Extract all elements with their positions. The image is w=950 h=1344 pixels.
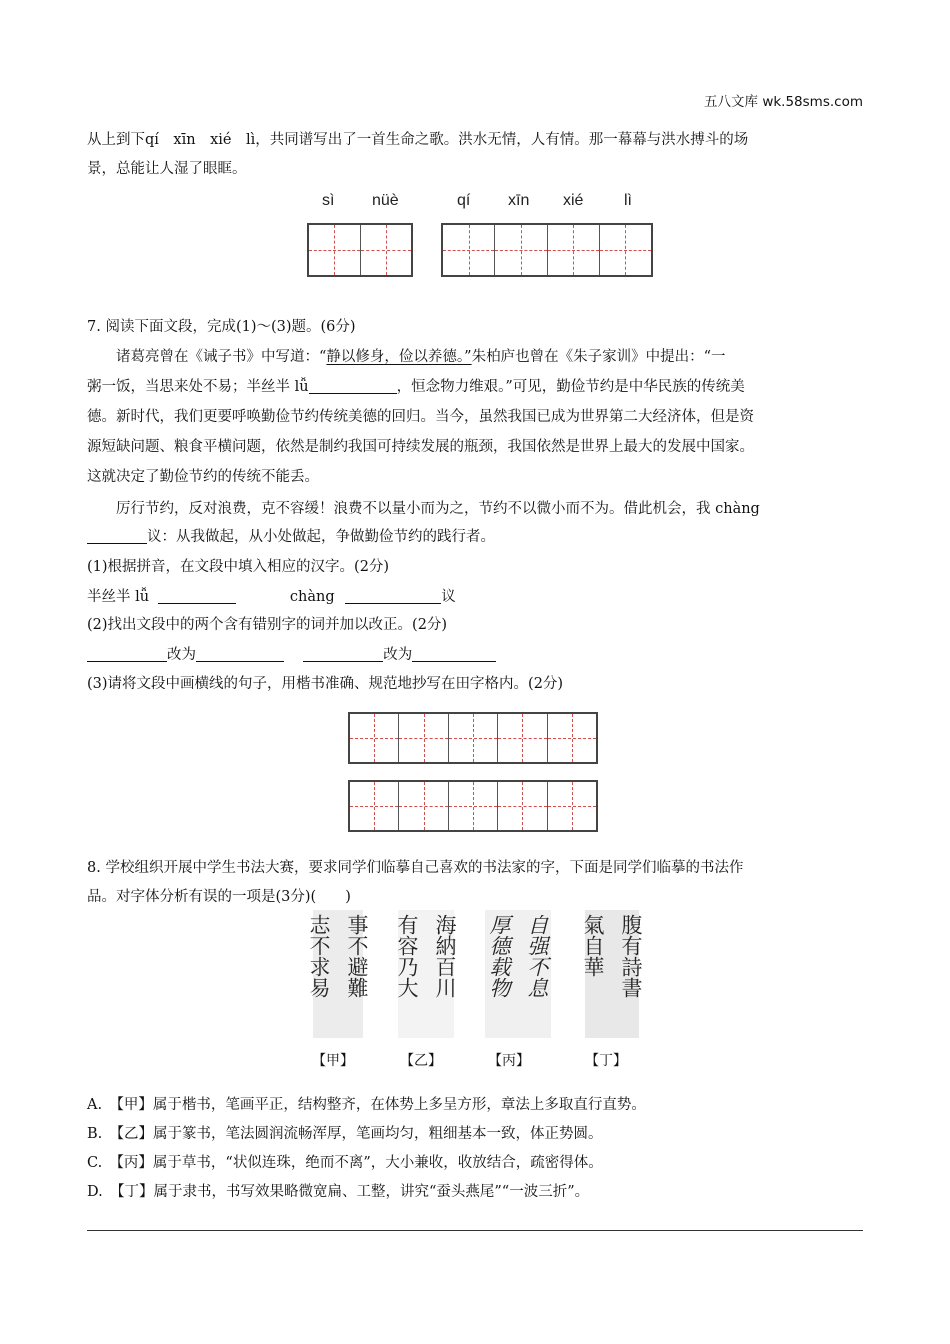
- callig-col: 自强不息: [525, 914, 549, 998]
- grid-cell[interactable]: [548, 782, 596, 830]
- grid-cell[interactable]: [361, 225, 412, 275]
- option-d[interactable]: D. 【丁】属于隶书，书写效果略微宽扁、工整，讲究“蚕头燕尾”“一波三折”。: [87, 1184, 590, 1200]
- q7-p1-line-5: 这就决定了勤俭节约的传统不能丢。: [87, 469, 319, 485]
- pinyin-xie: xié: [563, 192, 584, 209]
- grid-cell[interactable]: [399, 714, 448, 762]
- grid-cell[interactable]: [548, 225, 600, 275]
- label-jia: 【甲】: [312, 1053, 354, 1069]
- grid-cell[interactable]: [600, 225, 651, 275]
- option-c[interactable]: C. 【丙】属于草书，“状似连珠，绝而不离”，大小兼收，收放结合，疏密得体。: [87, 1155, 603, 1171]
- chang-blank[interactable]: [87, 528, 147, 544]
- grid-cell[interactable]: [399, 782, 448, 830]
- grid-cell[interactable]: [350, 782, 399, 830]
- q8-line-2: 品。对字体分析有误的一项是(3分)( ): [87, 889, 351, 905]
- q7-p1-l1-start: 诸葛亮曾在《诫子书》中写道：“: [116, 349, 327, 365]
- q7-p1-l1-end: 朱柏庐也曾在《朱子家训》中提出：“一: [471, 349, 726, 365]
- grid-cell[interactable]: [498, 782, 547, 830]
- q7-sub3: (3)请将文段中画横线的句子，用楷书准确、规范地抄写在田字格内。(2分): [87, 676, 564, 692]
- copy-grid-row-1[interactable]: [348, 712, 598, 764]
- footer-divider: [87, 1230, 863, 1231]
- q7-p1-line-3: 德。新时代，我们更要呼唤勤俭节约传统美德的回归。当今，虽然我国已成为世界第二大经济体，但是资: [87, 409, 754, 425]
- pinyin-si: sì: [322, 192, 335, 209]
- intro-line-1: 从上到下qí xīn xié lì，共同谱写出了一首生命之歌。洪水无情，人有情。那一幕幕与洪水搏斗的场: [87, 132, 749, 148]
- calligraphy-jia: [307, 910, 369, 1038]
- lv-label: 半丝半 lǚ: [87, 589, 150, 605]
- q7-p1-l2-start: 粥一饭，当思来处不易；半丝半 lǚ: [87, 379, 309, 395]
- lv-answer-field[interactable]: [158, 588, 236, 604]
- callig-col: 腹有詩書: [619, 914, 643, 998]
- copy-grid-row-2[interactable]: [348, 780, 598, 832]
- callig-col: 海納百川: [433, 914, 457, 998]
- q7-sub2: (2)找出文段中的两个含有错别字的词并加以改正。(2分): [87, 617, 448, 633]
- option-b[interactable]: B. 【乙】属于篆书，笔法圆润流畅浑厚，笔画均匀，粗细基本一致，体正势圆。: [87, 1126, 603, 1142]
- label-bing: 【丙】: [488, 1053, 530, 1069]
- correct-word-2-field[interactable]: [412, 646, 496, 662]
- chang-suffix: 议: [441, 589, 456, 605]
- grid-cell[interactable]: [309, 225, 361, 275]
- q7-p2-l2-text: 议：从我做起，从小处做起，争做勤俭节约的践行者。: [147, 529, 495, 545]
- writing-grid-qixinxieli[interactable]: [441, 223, 653, 277]
- q7-p1-line-4: 源短缺问题、粮食平横问题，依然是制约我国可持续发展的瓶颈，我国依然是世界上最大的发展中国家。: [87, 439, 754, 455]
- label-ding: 【丁】: [585, 1053, 627, 1069]
- wrong-word-2-field[interactable]: [303, 646, 383, 662]
- q7-sub1-answers: [87, 587, 456, 607]
- q7-sub1: (1)根据拼音，在文段中填入相应的汉字。(2分): [87, 559, 390, 575]
- calligraphy-bing: [485, 910, 551, 1038]
- q7-p1-l2-end: ，恒念物力维艰。”可见，勤俭节约是中华民族的传统美: [396, 379, 745, 395]
- change-to-2: 改为: [383, 647, 413, 663]
- grid-cell[interactable]: [498, 714, 547, 762]
- grid-cell[interactable]: [495, 225, 547, 275]
- pinyin-qi: qí: [457, 192, 471, 209]
- callig-col: 厚德载物: [487, 914, 511, 998]
- callig-col: 氣自華: [581, 914, 605, 977]
- q7-p2-line-1: 厉行节约，反对浪费，克不容缓！浪费不以量小而为之，节约不以微小而不为。借此机会，我 chàng: [116, 501, 760, 517]
- callig-col: 有容乃大: [395, 914, 419, 998]
- wrong-word-1-field[interactable]: [87, 646, 167, 662]
- site-header: 五八文库 wk.58sms.com: [704, 94, 863, 110]
- pinyin-nue: nüè: [372, 192, 399, 209]
- change-to-1: 改为: [167, 647, 196, 663]
- q7-underlined-sentence: 静以修身，俭以养德。”: [326, 349, 472, 365]
- callig-col: 事不避難: [345, 914, 369, 998]
- pinyin-xin: xīn: [508, 192, 530, 209]
- q7-title: 7. 阅读下面文段，完成(1)～(3)题。(6分): [87, 319, 356, 335]
- q8-line-1: 8. 学校组织开展中学生书法大赛，要求同学们临摹自己喜欢的书法家的字，下面是同学们临摹的书法作: [87, 860, 744, 876]
- intro-line-2: 景，总能让人湿了眼眶。: [87, 161, 247, 177]
- writing-grid-sinue[interactable]: [307, 223, 413, 277]
- grid-cell[interactable]: [548, 714, 596, 762]
- grid-cell[interactable]: [350, 714, 399, 762]
- correct-word-1-field[interactable]: [196, 646, 284, 662]
- grid-cell[interactable]: [443, 225, 495, 275]
- q7-p1-line-2: [87, 377, 745, 397]
- q7-p2-line-2: [87, 527, 495, 547]
- calligraphy-yi: [395, 910, 457, 1038]
- grid-cell[interactable]: [449, 782, 498, 830]
- callig-col: 志不求易: [307, 914, 331, 998]
- grid-cell[interactable]: [449, 714, 498, 762]
- label-yi: 【乙】: [400, 1053, 442, 1069]
- chang-answer-field[interactable]: [345, 588, 441, 604]
- chang-label: chàng: [289, 589, 335, 605]
- lv-blank[interactable]: [309, 378, 397, 394]
- pinyin-li: lì: [624, 192, 632, 209]
- calligraphy-ding: [581, 910, 643, 1038]
- q7-p1-line-1: [116, 347, 726, 367]
- option-a[interactable]: A. 【甲】属于楷书，笔画平正，结构整齐，在体势上多呈方形，章法上多取直行直势。: [87, 1097, 646, 1113]
- q7-sub2-answers: [87, 645, 496, 665]
